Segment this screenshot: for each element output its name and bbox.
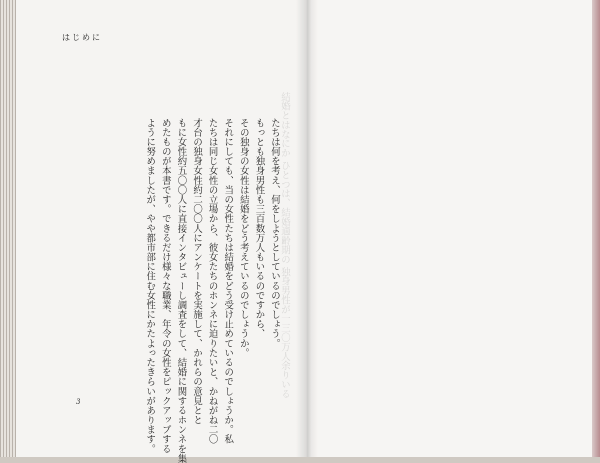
- text-column: それにしても、当の女性たちは結婚をどう受け止めているのでしょうか。私: [222, 118, 234, 445]
- bleed-through-column: 結婚とはなにか: [279, 92, 290, 158]
- text-column: めたものが本書です。できるだけ様々な職業、年令の女性をピックアップする: [159, 118, 171, 454]
- text-column: ように努めましたが、やや都市部に住む女性にかたよったきらいがあります。: [144, 118, 156, 454]
- page-number: 3: [76, 398, 81, 406]
- right-page: [306, 0, 592, 457]
- text-column: もに女性約五〇〇人に直接インタビューし調査をして、結婚に関するホンネを集: [175, 118, 187, 463]
- text-column: もっとも独身男性も三百数万人もいるのですから、: [253, 118, 265, 339]
- text-column: たちは何を考え、何をしようとしているのでしょう。: [269, 118, 280, 349]
- text-column: その独身の女性は結婚をどう考えているのでしょうか。: [237, 118, 249, 358]
- bleed-through-column: 独身男性が一三〇万人余りいる: [279, 267, 290, 399]
- bleed-through-column: ひとつは、結婚適齢期の: [279, 160, 290, 265]
- section-title: はじめに: [62, 33, 102, 42]
- text-column: 才台の独身女性約二〇〇人にアンケートを実施して、かれらの意見とと: [191, 118, 203, 425]
- book-gutter: [296, 0, 318, 457]
- vertical-body-text: [66, 118, 282, 463]
- page-block-edge: [0, 0, 16, 457]
- right-page-edge: [592, 0, 600, 457]
- text-column: たちは同じ女性の立場から、彼女たちのホンネに迫りたいと、かねがね二〇: [206, 118, 218, 445]
